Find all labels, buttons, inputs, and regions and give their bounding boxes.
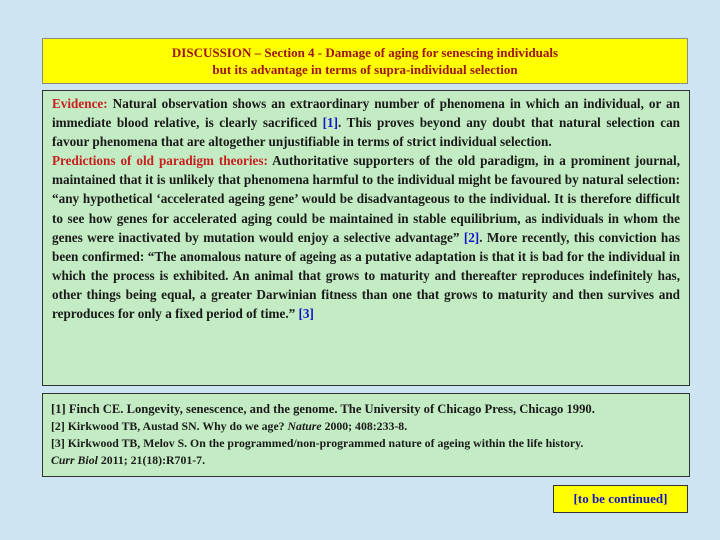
evidence-ref: [1] <box>322 115 338 131</box>
references-box <box>42 393 690 477</box>
to-be-continued-link[interactable]: [to be continued] <box>553 485 688 513</box>
reference-3 <box>51 435 681 469</box>
predictions-paragraph <box>52 151 680 323</box>
slide-title <box>42 38 688 84</box>
predictions-ref: [2] <box>463 229 480 245</box>
discussion-body <box>42 90 690 386</box>
evidence-text: Natural observation shows an extraordinary number of phenomena in which an individual, or an immediate blood relative, is clearly sacrificed <box>52 96 680 131</box>
evidence-text-2: . This proves beyond any doubt that natural selection can favour phenomena that are altogether unjustifiable in terms of strict individual selection. <box>52 115 680 150</box>
reference-3-journal: Curr Biol <box>51 453 98 467</box>
predictions-text-2: . More recently, this conviction has been confirmed: “The anomalous nature of ageing as a putative adaptation is that it is bad for the individual in which the process is exhibited. An animal that grows to maturity and thereafter reproduces indefinitely has, other things being equal, a greater Darwinian fitness than one that grows to maturity and then survives and reproduces for only a fixed period of time.” <box>52 229 680 322</box>
evidence-label: Evidence: <box>52 96 108 111</box>
reference-1: [1] Finch CE. Longevity, senescence, and the genome. The University of Chicago Press, Chicago 1990. <box>51 402 595 416</box>
title-line-1: DISCUSSION – Section 4 - Damage of aging for senescing individuals <box>171 45 559 60</box>
predictions-text: Authoritative supporters of the old paradigm, in a prominent journal, maintained that it is unlikely that phenomena harmful to the individual might be favoured by natural selection: “any hypothetical ‘accelerated ageing gene’ would be disadvantageous to the individual. It is therefore difficult to see how genes for accelerated aging could be maintained in stable equilibrium, as individuals in whom the genes were inactivated by mutation would enjoy a selective advantage” <box>52 153 680 245</box>
reference-2-journal: Nature <box>287 419 322 433</box>
reference-2 <box>51 418 681 435</box>
reference-2-text: [2] Kirkwood TB, Austad SN. Why do we age? <box>51 419 288 433</box>
predictions-label: Predictions of old paradigm theories: <box>52 153 268 169</box>
predictions-ref-2: [3] <box>298 306 314 322</box>
title-line-2: but its advantage in terms of supra-individual selection <box>212 62 518 77</box>
reference-2-text-2: 2000; 408:233-8. <box>321 419 408 433</box>
reference-3-text: [3] Kirkwood TB, Melov S. On the programmed/non-programmed nature of ageing within the life history. <box>51 436 584 450</box>
reference-3-text-2: 2011; 21(18):R701-7. <box>97 453 206 467</box>
evidence-paragraph <box>52 94 680 151</box>
